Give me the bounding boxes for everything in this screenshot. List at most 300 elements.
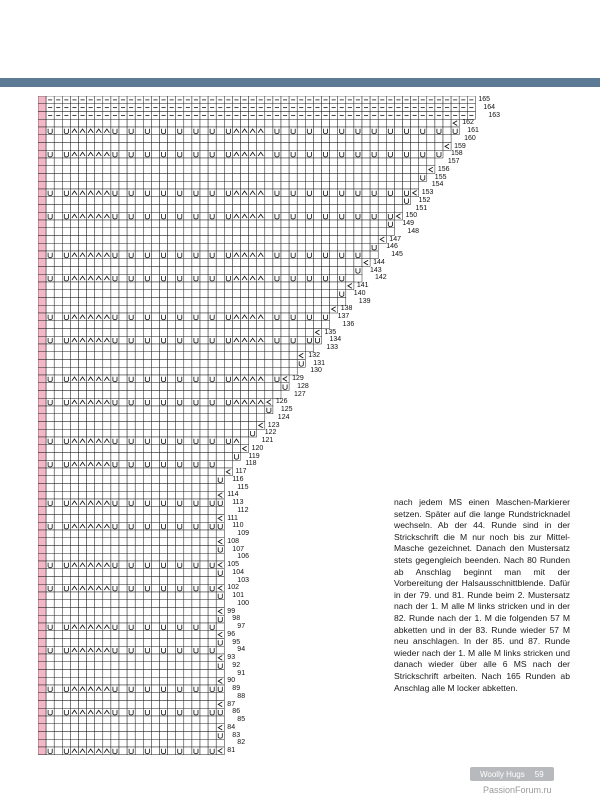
row-number: 85: [237, 716, 246, 723]
row-number: 97: [237, 623, 246, 630]
chart-cell: [200, 143, 208, 151]
chart-cell: [435, 119, 443, 127]
edge-cell: [38, 344, 46, 352]
chart-cell: [265, 360, 273, 368]
edge-cell: [38, 282, 46, 290]
chart-cell: [151, 205, 159, 213]
chart-cell: [160, 166, 168, 174]
chart-cell: [119, 724, 127, 732]
chart-cell: [46, 367, 54, 375]
chart-cell: [54, 197, 62, 205]
chart-cell: [322, 181, 330, 189]
edge-cell: [38, 290, 46, 298]
chart-cell: [184, 584, 192, 592]
chart-cell: [70, 391, 78, 399]
chart-cell: [313, 189, 321, 197]
chart-cell: [79, 437, 87, 445]
chart-cell: [200, 251, 208, 259]
chart-cell: [87, 747, 95, 755]
chart-cell: [184, 305, 192, 313]
chart-cell: [151, 329, 159, 337]
edge-cell: [38, 104, 46, 112]
chart-cell: [224, 367, 232, 375]
chart-cell: [62, 577, 70, 585]
chart-cell: [119, 747, 127, 755]
chart-cell: [216, 150, 224, 158]
chart-cell: [338, 243, 346, 251]
chart-cell: [330, 174, 338, 182]
chart-cell: [87, 228, 95, 236]
edge-cell: [38, 259, 46, 267]
chart-cell: [143, 693, 151, 701]
chart-cell: [208, 538, 216, 546]
chart-cell: [370, 236, 378, 244]
chart-cell: [168, 228, 176, 236]
chart-cell: [151, 468, 159, 476]
chart-cell: [135, 321, 143, 329]
chart-row: [46, 639, 224, 647]
chart-cell: [151, 414, 159, 422]
chart-cell: [200, 460, 208, 468]
chart-cell: [322, 135, 330, 143]
chart-cell: [54, 476, 62, 484]
chart-cell: [95, 460, 103, 468]
chart-cell: [111, 670, 119, 678]
chart-cell: [151, 212, 159, 220]
chart-cell: [143, 158, 151, 166]
chart-cell: [111, 321, 119, 329]
chart-cell: [346, 267, 354, 275]
chart-cell: [79, 701, 87, 709]
chart-cell: [119, 243, 127, 251]
chart-cell: [95, 174, 103, 182]
chart-cell: [200, 507, 208, 515]
chart-cell: [200, 484, 208, 492]
chart-cell: [176, 391, 184, 399]
chart-cell: [127, 639, 135, 647]
chart-cell: [176, 406, 184, 414]
chart-cell: [87, 553, 95, 561]
chart-cell: [305, 228, 313, 236]
chart-cell: [95, 522, 103, 530]
chart-cell: [346, 158, 354, 166]
chart-cell: [46, 406, 54, 414]
chart-cell: [46, 298, 54, 306]
chart-cell: [70, 701, 78, 709]
chart-cell: [54, 499, 62, 507]
chart-cell: [249, 414, 257, 422]
chart-cell: [46, 305, 54, 313]
chart-cell: [160, 243, 168, 251]
chart-cell: [200, 398, 208, 406]
chart-cell: [208, 352, 216, 360]
chart-cell: [62, 453, 70, 461]
chart-cell: [46, 166, 54, 174]
chart-cell: [200, 453, 208, 461]
chart-cell: [192, 422, 200, 430]
chart-cell: [127, 406, 135, 414]
chart-cell: [168, 491, 176, 499]
chart-cell: [176, 321, 184, 329]
chart-cell: [176, 476, 184, 484]
chart-cell: [168, 701, 176, 709]
chart-cell: [208, 143, 216, 151]
chart-cell: [103, 577, 111, 585]
chart-cell: [127, 414, 135, 422]
chart-cell: [232, 189, 240, 197]
chart-cell: [281, 143, 289, 151]
chart-cell: [103, 267, 111, 275]
chart-cell: [249, 313, 257, 321]
chart-cell: [135, 158, 143, 166]
chart-cell: [119, 212, 127, 220]
chart-cell: [216, 344, 224, 352]
chart-cell: [168, 236, 176, 244]
chart-cell: [192, 670, 200, 678]
row-number: 138: [340, 305, 353, 313]
chart-cell: [386, 143, 394, 151]
chart-cell: [273, 290, 281, 298]
chart-cell: [354, 166, 362, 174]
chart-cell: [70, 321, 78, 329]
chart-cell: [103, 476, 111, 484]
chart-cell: [119, 313, 127, 321]
chart-cell: [208, 329, 216, 337]
chart-cell: [241, 282, 249, 290]
chart-cell: [103, 422, 111, 430]
row-number: 139: [358, 297, 371, 305]
chart-cell: [362, 220, 370, 228]
chart-cell: [103, 290, 111, 298]
chart-cell: [79, 305, 87, 313]
chart-cell: [143, 119, 151, 127]
chart-cell: [135, 290, 143, 298]
chart-cell: [200, 716, 208, 724]
edge-cell: [38, 615, 46, 623]
chart-cell: [103, 197, 111, 205]
chart-cell: [394, 119, 402, 127]
chart-row: [46, 460, 232, 468]
chart-cell: [95, 437, 103, 445]
chart-cell: [62, 491, 70, 499]
chart-cell: [70, 716, 78, 724]
chart-cell: [87, 267, 95, 275]
chart-cell: [103, 662, 111, 670]
chart-cell: [216, 406, 224, 414]
chart-cell: [232, 174, 240, 182]
chart-cell: [127, 662, 135, 670]
chart-cell: [216, 174, 224, 182]
chart-cell: [119, 135, 127, 143]
chart-cell: [297, 290, 305, 298]
chart-cell: [160, 282, 168, 290]
chart-row: [46, 375, 289, 383]
chart-cell: [151, 406, 159, 414]
row-number: 88: [237, 692, 246, 700]
chart-cell: [103, 228, 111, 236]
chart-cell: [305, 236, 313, 244]
chart-cell: [216, 259, 224, 267]
chart-cell: [241, 398, 249, 406]
chart-cell: [103, 646, 111, 654]
chart-cell: [54, 321, 62, 329]
chart-cell: [216, 181, 224, 189]
chart-cell: [313, 119, 321, 127]
chart-row: [46, 608, 224, 616]
chart-cell: [151, 298, 159, 306]
chart-cell: [135, 236, 143, 244]
row-number: 164: [483, 103, 496, 111]
chart-cell: [151, 305, 159, 313]
chart-cell: [143, 414, 151, 422]
chart-cell: [192, 205, 200, 213]
chart-cell: [184, 484, 192, 492]
chart-cell: [289, 220, 297, 228]
chart-cell: [127, 344, 135, 352]
chart-cell: [192, 453, 200, 461]
chart-cell: [208, 453, 216, 461]
edge-cell: [38, 174, 46, 182]
chart-cell: [54, 243, 62, 251]
chart-cell: [127, 670, 135, 678]
chart-cell: [135, 592, 143, 600]
row-number: 165: [478, 96, 491, 103]
chart-cell: [378, 150, 386, 158]
chart-cell: [119, 391, 127, 399]
row-number: 153: [421, 189, 434, 196]
chart-cell: [394, 181, 402, 189]
chart-cell: [46, 484, 54, 492]
chart-cell: [46, 732, 54, 740]
chart-cell: [386, 228, 394, 236]
chart-row: [46, 577, 224, 585]
chart-cell: [257, 298, 265, 306]
chart-cell: [95, 677, 103, 685]
chart-cell: [257, 220, 265, 228]
chart-cell: [354, 181, 362, 189]
chart-cell: [103, 391, 111, 399]
chart-cell: [160, 298, 168, 306]
chart-cell: [208, 615, 216, 623]
chart-cell: [184, 282, 192, 290]
chart-cell: [427, 119, 435, 127]
chart-cell: [297, 313, 305, 321]
chart-cell: [184, 515, 192, 523]
chart-cell: [151, 267, 159, 275]
chart-cell: [273, 352, 281, 360]
chart-cell: [216, 166, 224, 174]
chart-cell: [143, 422, 151, 430]
chart-cell: [79, 375, 87, 383]
chart-cell: [54, 646, 62, 654]
chart-cell: [79, 491, 87, 499]
chart-row: [46, 654, 224, 662]
chart-cell: [200, 383, 208, 391]
chart-cell: [289, 290, 297, 298]
chart-row: [46, 259, 370, 267]
chart-cell: [208, 429, 216, 437]
chart-cell: [394, 189, 402, 197]
chart-cell: [265, 127, 273, 135]
chart-cell: [135, 336, 143, 344]
chart-row: [46, 484, 224, 492]
chart-cell: [208, 298, 216, 306]
chart-cell: [273, 119, 281, 127]
chart-cell: [95, 507, 103, 515]
chart-cell: [346, 189, 354, 197]
chart-cell: [54, 290, 62, 298]
chart-cell: [297, 251, 305, 259]
chart-cell: [168, 205, 176, 213]
chart-cell: [216, 143, 224, 151]
chart-cell: [79, 708, 87, 716]
chart-cell: [160, 600, 168, 608]
chart-cell: [208, 631, 216, 639]
chart-cell: [95, 631, 103, 639]
chart-cell: [378, 158, 386, 166]
chart-cell: [281, 305, 289, 313]
chart-cell: [119, 522, 127, 530]
chart-cell: [249, 298, 257, 306]
chart-cell: [160, 290, 168, 298]
chart-cell: [160, 453, 168, 461]
chart-cell: [127, 546, 135, 554]
chart-cell: [200, 321, 208, 329]
chart-cell: [176, 592, 184, 600]
chart-cell: [232, 166, 240, 174]
chart-cell: [168, 670, 176, 678]
edge-cell: [38, 391, 46, 399]
chart-cell: [54, 274, 62, 282]
chart-cell: [394, 197, 402, 205]
chart-cell: [257, 414, 265, 422]
chart-cell: [79, 313, 87, 321]
chart-cell: [168, 243, 176, 251]
chart-cell: [135, 135, 143, 143]
chart-cell: [265, 259, 273, 267]
chart-cell: [257, 336, 265, 344]
chart-cell: [160, 236, 168, 244]
chart-cell: [127, 615, 135, 623]
chart-cell: [184, 336, 192, 344]
chart-cell: [143, 329, 151, 337]
chart-cell: [135, 298, 143, 306]
chart-cell: [119, 406, 127, 414]
chart-cell: [70, 553, 78, 561]
row-number: 140: [353, 289, 366, 297]
chart-cell: [289, 236, 297, 244]
chart-cell: [70, 398, 78, 406]
chart-cell: [103, 724, 111, 732]
chart-cell: [70, 414, 78, 422]
chart-cell: [54, 220, 62, 228]
chart-cell: [119, 708, 127, 716]
chart-cell: [176, 352, 184, 360]
chart-cell: [46, 507, 54, 515]
chart-cell: [176, 298, 184, 306]
chart-cell: [111, 352, 119, 360]
chart-cell: [168, 313, 176, 321]
row-number: 147: [389, 235, 401, 243]
chart-cell: [273, 243, 281, 251]
chart-cell: [378, 135, 386, 143]
chart-cell: [111, 143, 119, 151]
chart-cell: [249, 406, 257, 414]
chart-cell: [168, 274, 176, 282]
chart-cell: [313, 274, 321, 282]
chart-cell: [168, 445, 176, 453]
chart-cell: [135, 468, 143, 476]
chart-cell: [200, 646, 208, 654]
chart-cell: [168, 367, 176, 375]
chart-cell: [54, 375, 62, 383]
chart-cell: [192, 298, 200, 306]
chart-cell: [168, 499, 176, 507]
chart-cell: [192, 732, 200, 740]
row-number: 155: [434, 173, 447, 181]
chart-cell: [241, 344, 249, 352]
chart-cell: [330, 189, 338, 197]
chart-cell: [265, 189, 273, 197]
edge-cell: [38, 522, 46, 530]
chart-cell: [70, 453, 78, 461]
chart-cell: [168, 662, 176, 670]
chart-cell: [281, 228, 289, 236]
chart-row: [46, 716, 224, 724]
chart-cell: [103, 251, 111, 259]
chart-cell: [87, 600, 95, 608]
chart-cell: [168, 336, 176, 344]
chart-cell: [70, 236, 78, 244]
chart-cell: [127, 724, 135, 732]
chart-cell: [411, 119, 419, 127]
chart-cell: [151, 747, 159, 755]
chart-cell: [160, 546, 168, 554]
chart-cell: [95, 592, 103, 600]
chart-cell: [87, 739, 95, 747]
chart-cell: [62, 352, 70, 360]
row-number: 114: [227, 491, 239, 499]
chart-cell: [200, 476, 208, 484]
chart-cell: [87, 174, 95, 182]
chart-cell: [46, 174, 54, 182]
chart-row: [46, 732, 224, 740]
chart-cell: [135, 654, 143, 662]
chart-cell: [103, 352, 111, 360]
chart-cell: [297, 181, 305, 189]
chart-cell: [386, 166, 394, 174]
chart-cell: [160, 383, 168, 391]
chart-cell: [95, 414, 103, 422]
chart-cell: [168, 166, 176, 174]
row-number: 136: [342, 320, 355, 328]
chart-cell: [176, 615, 184, 623]
chart-cell: [103, 708, 111, 716]
chart-cell: [111, 243, 119, 251]
chart-cell: [208, 422, 216, 430]
chart-cell: [111, 677, 119, 685]
chart-cell: [62, 608, 70, 616]
chart-cell: [378, 205, 386, 213]
chart-cell: [87, 538, 95, 546]
chart-cell: [151, 530, 159, 538]
chart-cell: [370, 119, 378, 127]
chart-cell: [143, 360, 151, 368]
chart-cell: [95, 398, 103, 406]
chart-cell: [419, 143, 427, 151]
chart-cell: [54, 398, 62, 406]
chart-row: [46, 274, 362, 282]
